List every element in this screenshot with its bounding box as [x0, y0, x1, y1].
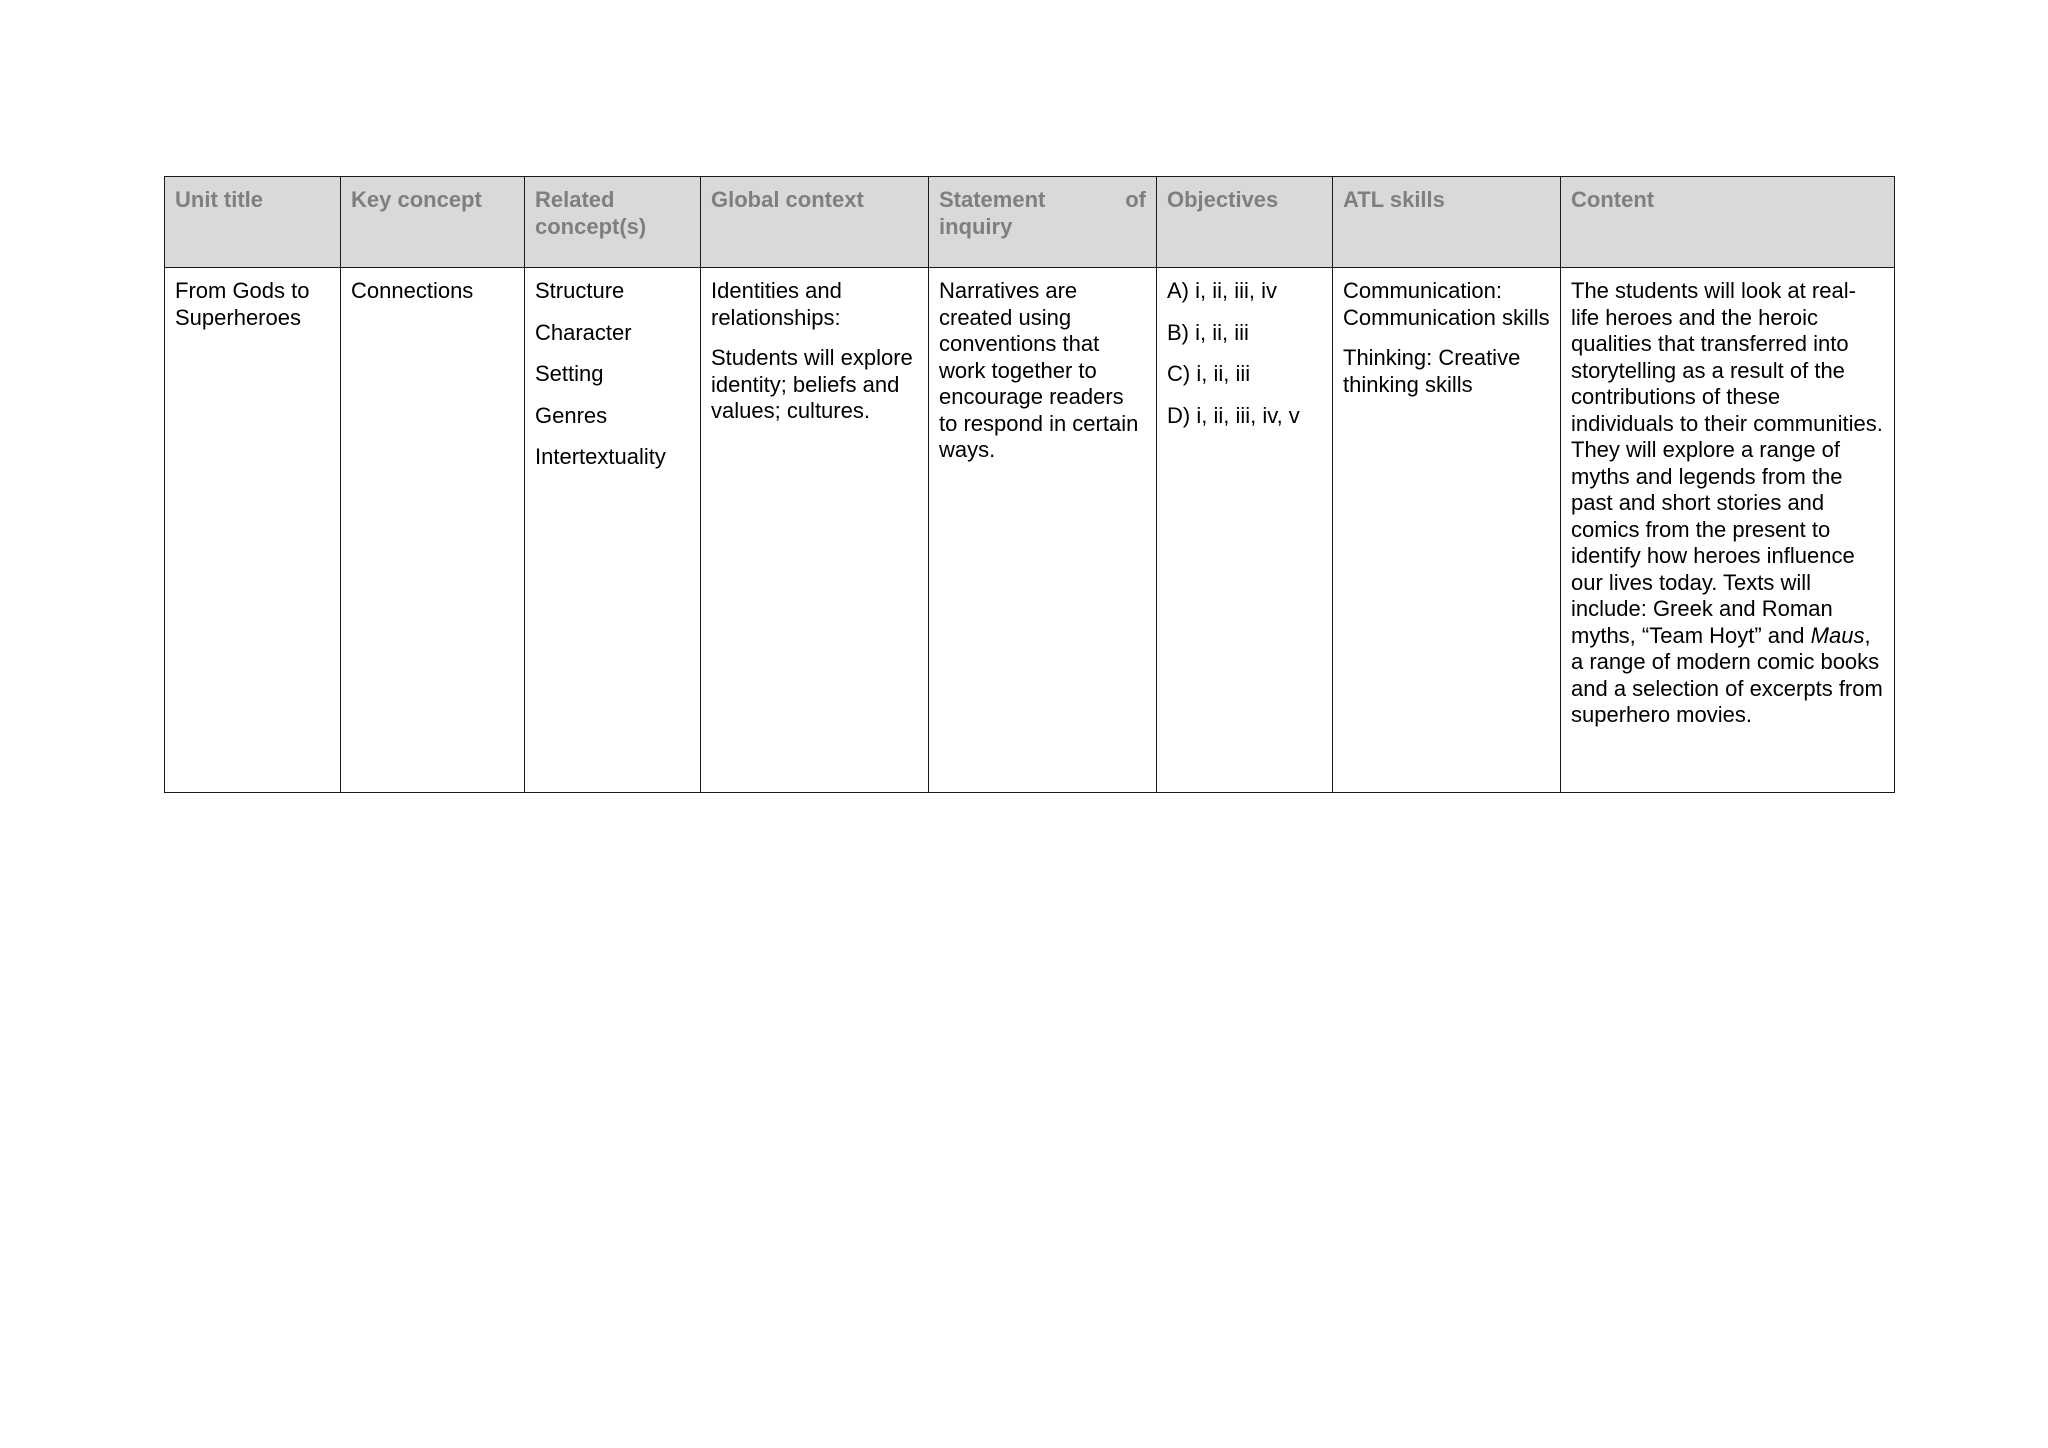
- related-concept-item: Setting: [535, 361, 604, 386]
- related-concept-item: Character: [535, 319, 632, 345]
- header-row: [165, 177, 1895, 268]
- header-global-context: Global context: [701, 177, 929, 268]
- table-row: [165, 268, 1895, 793]
- cell-unit-title: From Gods to Superheroes: [165, 268, 341, 793]
- related-concept-item: Genres: [535, 402, 608, 428]
- global-context-heading: Identities and relationships:: [711, 278, 842, 330]
- content-text-part2: , a range of modern comic books and a selection of excerpts from superhero movies.: [1571, 622, 1883, 727]
- header-statement-word-inquiry: inquiry: [939, 213, 1013, 239]
- objective-item: C) i, ii, iii: [1167, 361, 1251, 386]
- unit-planner-table: [164, 176, 1895, 793]
- objective-item: B) i, ii, iii: [1167, 319, 1249, 345]
- atl-skill-item: Communication: Communication skills: [1343, 278, 1550, 330]
- header-objectives: Objectives: [1157, 177, 1333, 268]
- cell-statement-of-inquiry: Narratives are created using conventions that work together to encourage readers to respond in certain ways.: [929, 268, 1157, 793]
- objective-item: D) i, ii, iii, iv, v: [1167, 402, 1300, 428]
- header-unit-title: Unit title: [165, 177, 341, 268]
- cell-objectives: [1157, 268, 1333, 793]
- objective-item: A) i, ii, iii, iv: [1167, 278, 1277, 303]
- cell-related-concepts: [525, 268, 701, 793]
- cell-key-concept: Connections: [341, 268, 525, 793]
- header-statement-word-statement: Statement: [939, 187, 1046, 212]
- global-context-body: Students will explore identity; beliefs and values; cultures.: [711, 345, 913, 423]
- header-related-concepts: Related concept(s): [525, 177, 701, 268]
- cell-content: [1561, 268, 1895, 793]
- header-statement-word-of: of: [1125, 187, 1146, 212]
- cell-global-context: [701, 268, 929, 793]
- header-content: Content: [1561, 177, 1895, 268]
- content-text-part1: The students will look at real-life heroes and the heroic qualities that transferred into storytelling as a result of the contributions of these individuals to their communities. They will explore a range of myths and legends from the past and short stories and comics from the present to identify how heroes influence our lives today. Texts will include: Greek and Roman myths, “Team Hoyt” and: [1571, 278, 1883, 648]
- header-key-concept: Key concept: [341, 177, 525, 268]
- atl-skill-item: Thinking: Creative thinking skills: [1343, 345, 1521, 397]
- related-concept-item: Structure: [535, 278, 625, 303]
- header-statement-of-inquiry: [929, 177, 1157, 268]
- related-concept-item: Intertextuality: [535, 444, 666, 469]
- content-text-italic-title: Maus: [1810, 622, 1865, 648]
- cell-atl-skills: [1333, 268, 1561, 793]
- header-atl-skills: ATL skills: [1333, 177, 1561, 268]
